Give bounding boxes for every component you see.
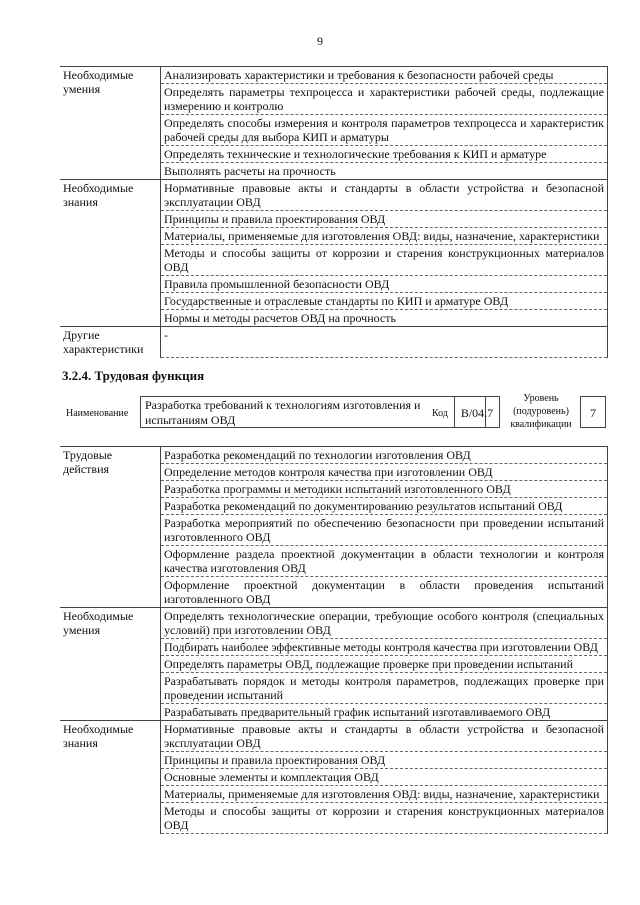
table-row <box>60 608 608 639</box>
item-text: Оформление раздела проектной документации в области технологии и контроля качества изготовления ОВД <box>161 546 608 577</box>
page-number: 9 <box>317 34 323 48</box>
item-text: Разработка рекомендаций по технологии изготовления ОВД <box>161 447 608 464</box>
item-text: Государственные и отраслевые стандарты по КИП и арматуре ОВД <box>161 293 608 310</box>
table-row <box>60 721 608 752</box>
item-text: Оформление проектной документации в области проведения испытаний изготовленного ОВД <box>161 577 608 608</box>
item-text: Методы и способы защиты от коррозии и старения конструкционных материалов ОВД <box>161 245 608 276</box>
group-label: Трудовые действия <box>60 447 161 608</box>
code-label: Код <box>432 408 448 419</box>
group-label: Необходимые знания <box>60 180 161 327</box>
item-text: Принципы и правила проектирования ОВД <box>161 211 608 228</box>
item-text: Определять параметры техпроцесса и характеристики рабочей среды, подлежащие измерению и контролю <box>161 84 608 115</box>
table-row <box>60 447 608 464</box>
item-text: Подбирать наиболее эффективные методы контроля качества при изготовлении ОВД <box>161 639 608 656</box>
item-text: Разработка мероприятий по обеспечению безопасности при проведении испытаний изготовленного ОВД <box>161 515 608 546</box>
item-text: - <box>161 327 608 358</box>
section-heading: 3.2.4. Трудовая функция <box>62 368 205 383</box>
item-text: Принципы и правила проектирования ОВД <box>161 752 608 769</box>
item-text: Определять технические и технологические требования к КИП и арматуре <box>161 146 608 163</box>
code-value: B/04.7 <box>454 396 500 428</box>
item-text: Определение методов контроля качества при изготовлении ОВД <box>161 464 608 481</box>
table-row <box>60 327 608 358</box>
labor-function-header <box>60 392 608 438</box>
group-label: Необходимые умения <box>60 67 161 180</box>
item-text: Определять технологические операции, требующие особого контроля (специальных условий) при изготовлении ОВД <box>161 608 608 639</box>
item-text: Нормативные правовые акты и стандарты в области устройства и безопасной эксплуатации ОВД <box>161 721 608 752</box>
item-text: Выполнять расчеты на прочность <box>161 163 608 180</box>
table-row <box>60 67 608 84</box>
group-label: Другие характеристики <box>60 327 161 358</box>
item-text: Разрабатывать порядок и методы контроля параметров, подлежащих проверке при проведении испытаний <box>161 673 608 704</box>
requirements-table-top <box>60 66 608 358</box>
item-text: Определять способы измерения и контроля параметров техпроцесса и характеристик рабочей среды для выбора КИП и арматуры <box>161 115 608 146</box>
item-text: Определять параметры ОВД, подлежащие проверке при проведении испытаний <box>161 656 608 673</box>
requirements-table-bottom <box>60 446 608 834</box>
item-text: Материалы, применяемые для изготовления ОВД: виды, назначение, характеристики <box>161 786 608 803</box>
name-value: Разработка требований к технологиям изготовления и испытаниям ОВД <box>140 396 486 428</box>
level-label: Уровень (подуровень) квалификации <box>510 393 572 430</box>
group-label: Необходимые знания <box>60 721 161 834</box>
item-text: Анализировать характеристики и требования к безопасности рабочей среды <box>161 67 608 84</box>
name-label: Наименование <box>66 408 129 419</box>
item-text: Методы и способы защиты от коррозии и старения конструкционных материалов ОВД <box>161 803 608 834</box>
table-row <box>60 180 608 211</box>
item-text: Разработка программы и методики испытаний изготовленного ОВД <box>161 481 608 498</box>
item-text: Нормативные правовые акты и стандарты в области устройства и безопасной эксплуатации ОВД <box>161 180 608 211</box>
level-value: 7 <box>580 396 606 428</box>
item-text: Разрабатывать предварительный график испытаний изготавливаемого ОВД <box>161 704 608 721</box>
item-text: Нормы и методы расчетов ОВД на прочность <box>161 310 608 327</box>
group-label: Необходимые умения <box>60 608 161 721</box>
item-text: Основные элементы и комплектация ОВД <box>161 769 608 786</box>
item-text: Правила промышленной безопасности ОВД <box>161 276 608 293</box>
item-text: Разработка рекомендаций по документированию результатов испытаний ОВД <box>161 498 608 515</box>
item-text: Материалы, применяемые для изготовления ОВД: виды, назначение, характеристики <box>161 228 608 245</box>
